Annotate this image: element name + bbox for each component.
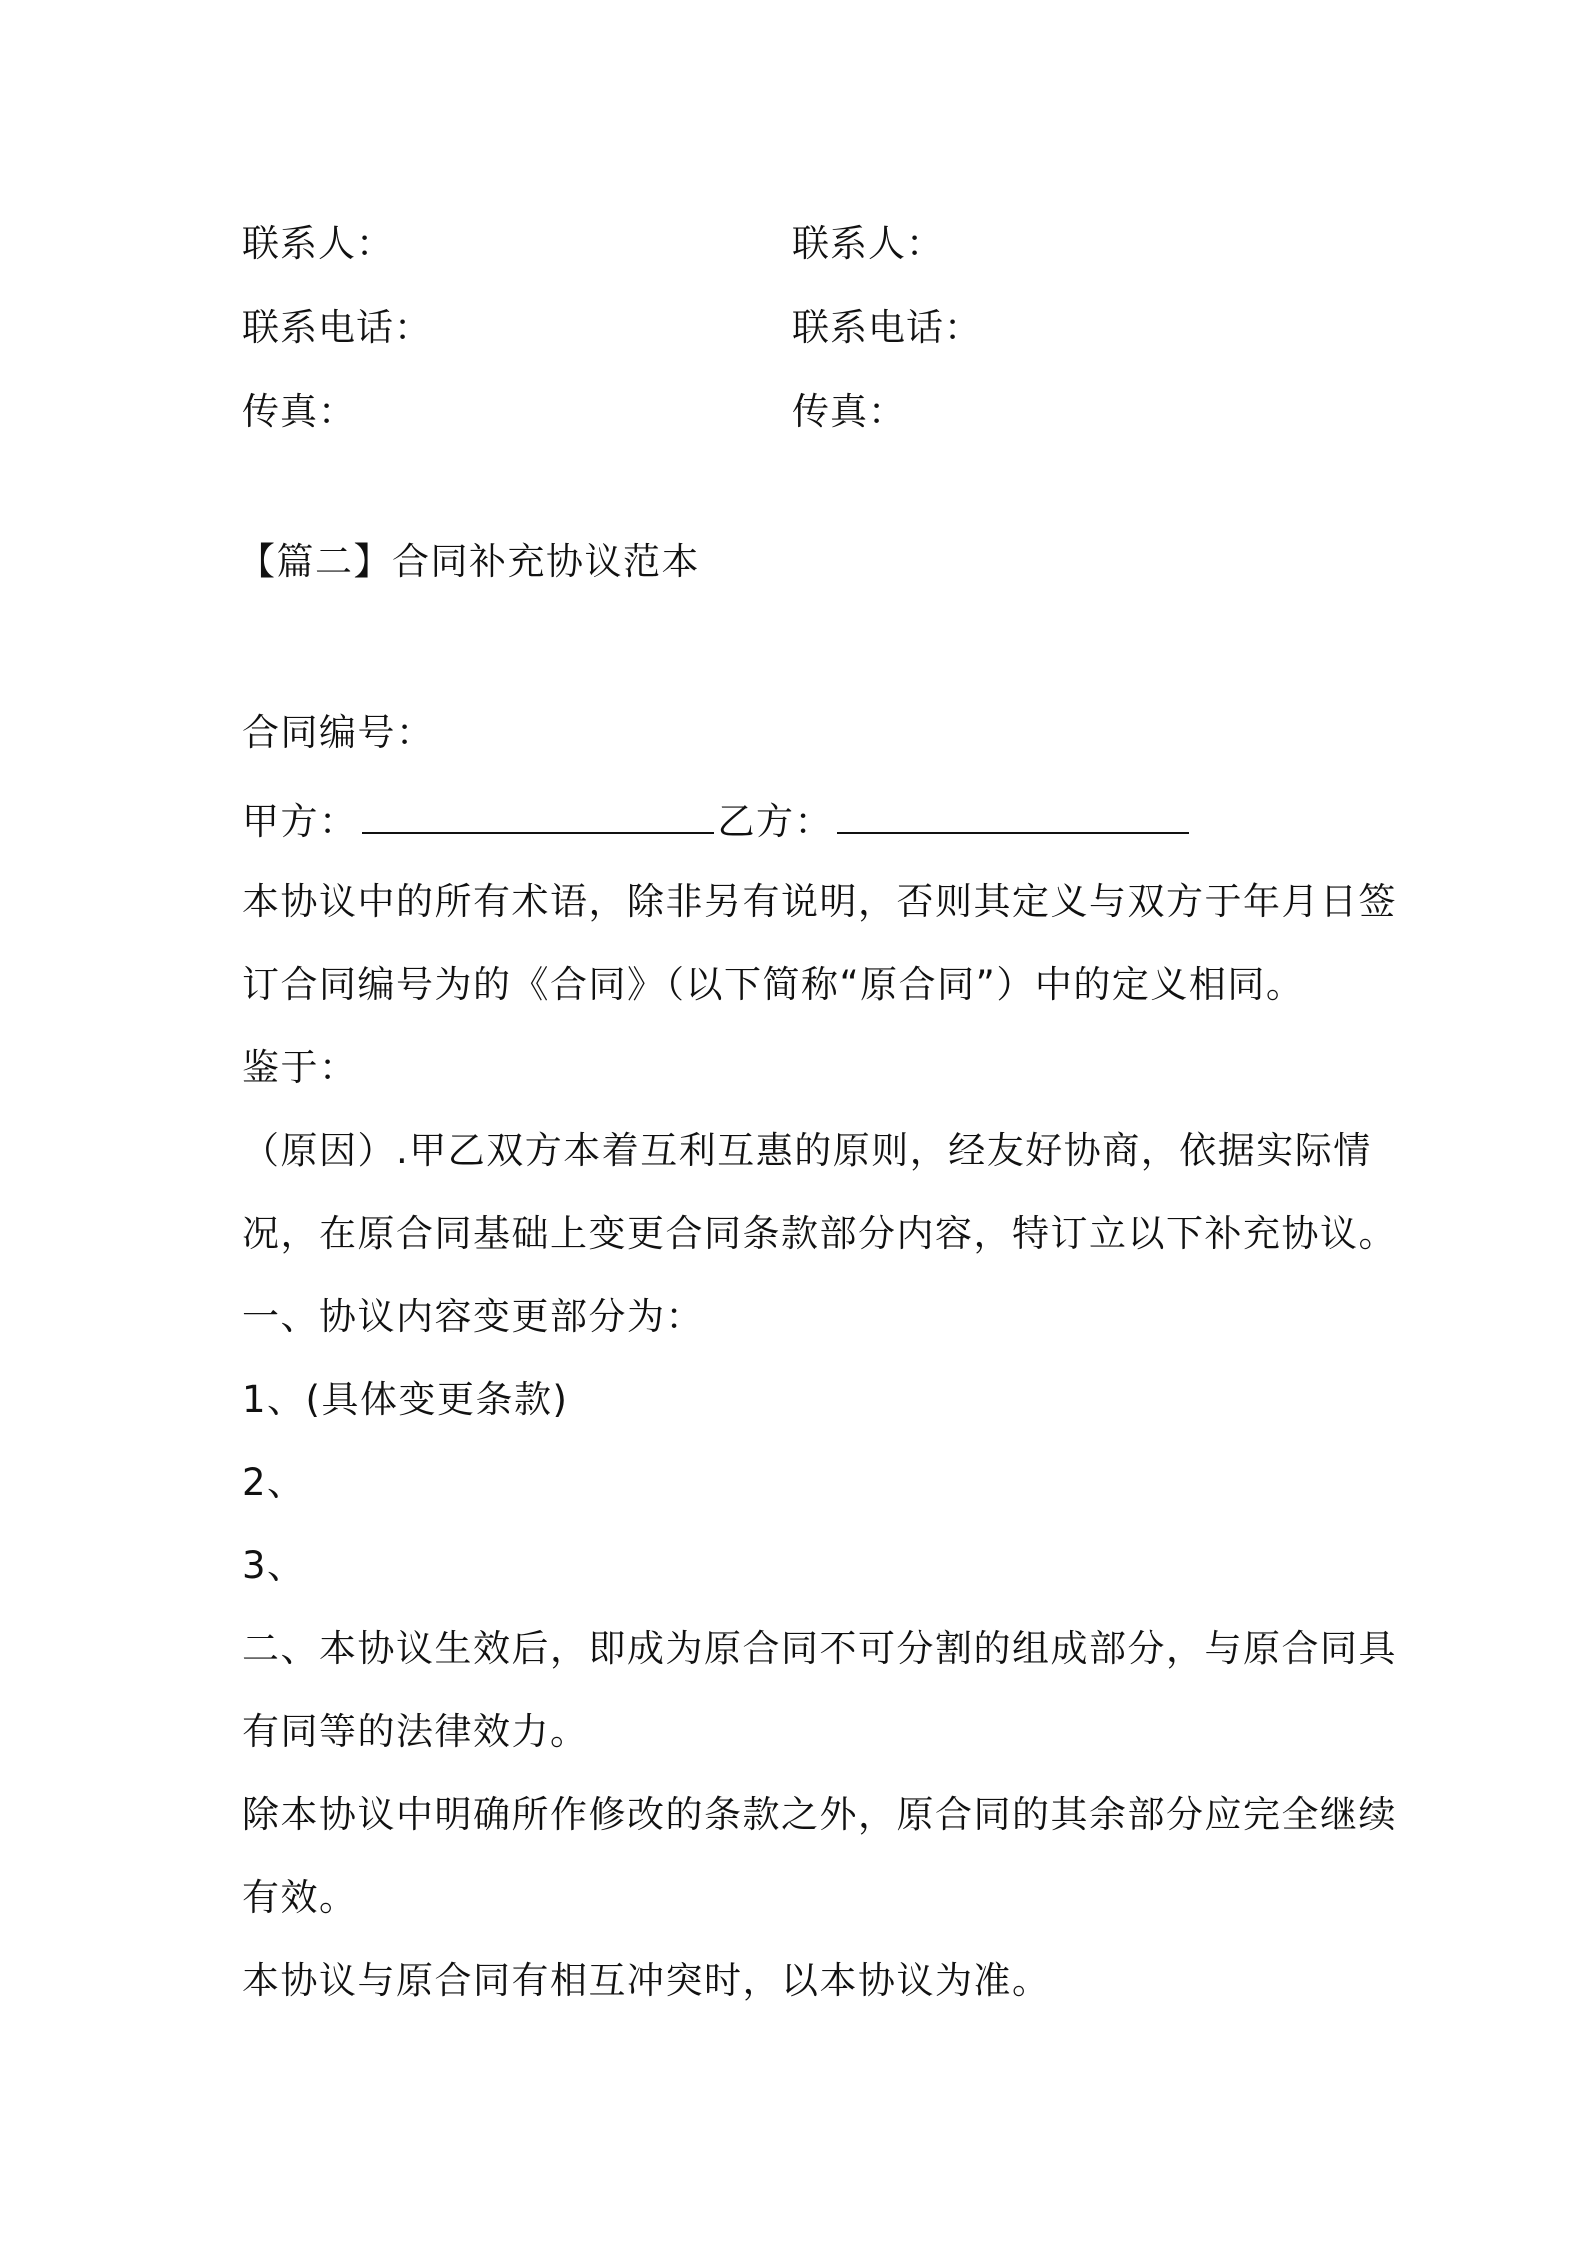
reason-line-1: （原因）.甲乙双方本着互利互惠的原则，经友好协商，依据实际情 — [242, 1129, 1372, 1172]
contact-phone-label-left: 联系电话： — [242, 306, 432, 349]
clause-1-item-2: 2、 — [242, 1461, 306, 1504]
definitions-line-2: 订合同编号为的《合同》（以下简称“原合同”）中的定义相同。 — [242, 963, 1305, 1006]
whereas-label: 鉴于： — [242, 1046, 358, 1089]
contact-row-fax — [242, 366, 1342, 450]
contact-block — [242, 198, 1342, 450]
remainder-line-2: 有效。 — [242, 1876, 358, 1919]
contact-person-label-left: 联系人： — [242, 222, 394, 265]
party-a-blank — [362, 802, 714, 834]
contact-row-person — [242, 198, 1342, 282]
contract-number-label: 合同编号： — [242, 711, 435, 754]
clause-2-line-2: 有同等的法律效力。 — [242, 1710, 589, 1753]
contact-fax-label-right: 传真： — [792, 390, 906, 433]
clause-1-title: 一、协议内容变更部分为： — [242, 1295, 704, 1338]
clause-2-line-1: 二、本协议生效后，即成为原合同不可分割的组成部分，与原合同具 — [242, 1627, 1397, 1670]
definitions-line-1: 本协议中的所有术语，除非另有说明，否则其定义与双方于年月日签 — [242, 880, 1397, 923]
party-b-blank — [837, 802, 1189, 834]
contact-row-phone — [242, 282, 1342, 366]
reason-line-2: 况，在原合同基础上变更合同条款部分内容，特订立以下补充协议。 — [242, 1212, 1397, 1255]
section-heading: 【篇二】合同补充协议范本 — [238, 540, 700, 583]
conflict-clause: 本协议与原合同有相互冲突时，以本协议为准。 — [242, 1959, 1051, 2002]
parties-line — [242, 800, 1193, 843]
contact-fax-label-left: 传真： — [242, 390, 356, 433]
clause-1-item-1: 1、(具体变更条款) — [242, 1378, 569, 1421]
party-a-label: 甲方： — [242, 800, 358, 843]
clause-1-item-3: 3、 — [242, 1544, 306, 1587]
party-b-label: 乙方： — [717, 800, 833, 843]
contact-person-label-right: 联系人： — [792, 222, 944, 265]
contact-phone-label-right: 联系电话： — [792, 306, 982, 349]
remainder-line-1: 除本协议中明确所作修改的条款之外，原合同的其余部分应完全继续 — [242, 1793, 1397, 1836]
